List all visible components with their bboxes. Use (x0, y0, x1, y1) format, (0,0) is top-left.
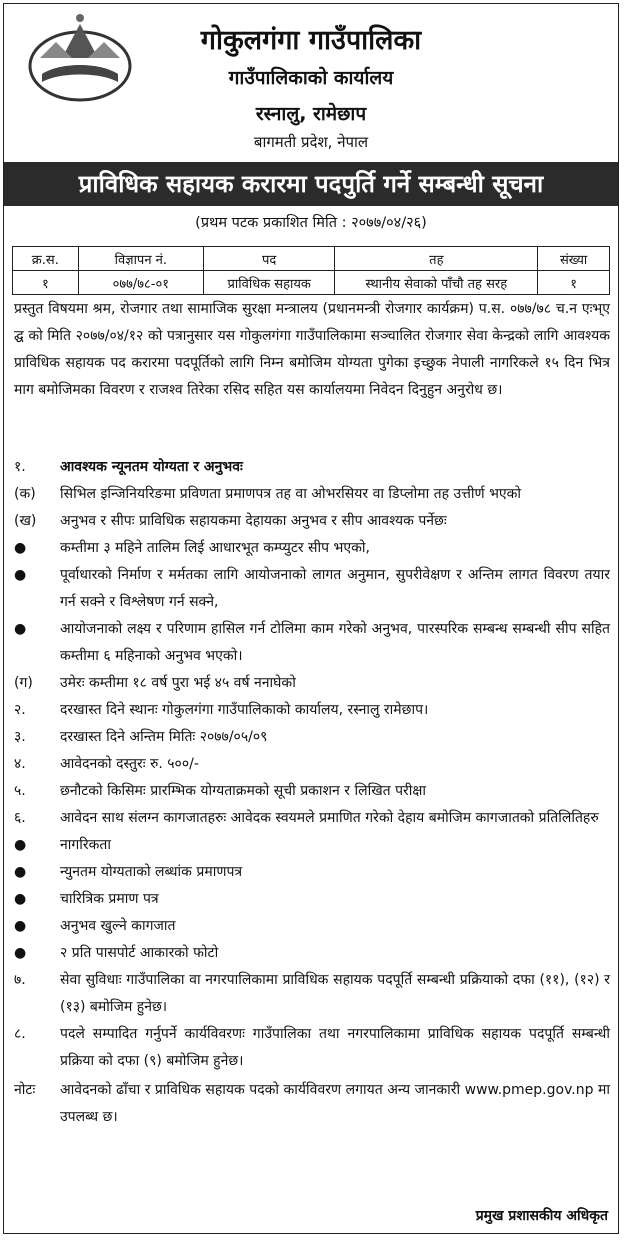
list-marker: ५. (14, 783, 26, 799)
cell-count: १ (538, 271, 610, 295)
list-item-text: न्युनतम योग्यताको लब्धांक प्रमाणपत्र (60, 864, 243, 880)
list-item (14, 886, 610, 913)
cell-post: प्राविधिक सहायक (204, 271, 335, 295)
col-header-serial: क्र.स. (13, 247, 79, 271)
list-item (14, 967, 610, 1021)
note-item (14, 1077, 610, 1131)
list-item (14, 616, 610, 670)
list-marker: २. (14, 702, 26, 718)
list-marker: नोटः (14, 1082, 36, 1098)
notice-title: प्राविधिक सहायक करारमा पदपुर्ति गर्ने सम्बन्धी सूचना (4, 162, 618, 206)
list-item-text: अनुभव खुल्ने कागजात (60, 918, 176, 934)
list-item-text: दरखास्त दिने अन्तिम मितिः २०७७/०५/०९ (60, 729, 268, 745)
office-name: गोकुलगंगा गाउँपालिका (200, 25, 422, 56)
list-marker: ● (14, 864, 27, 880)
list-item (14, 913, 610, 940)
list-marker: ● (14, 891, 27, 907)
col-header-level: तह (335, 247, 538, 271)
list-marker: ३. (14, 729, 26, 745)
list-marker: (ग) (14, 675, 33, 691)
list-item (14, 859, 610, 886)
intro-paragraph: प्रस्तुत विषयमा श्रम, रोजगार तथा सामाजिक सुरक्षा मन्त्रालय (प्रधानमन्त्री रोजगार कार्यक्रम) प.स. ०७७/७८ च.न एःभ्ए द्घ को मिति २०७७/०४/१२ को पत्रानुसार यस गोकुलगंगा गाउँपालिकामा सञ्चालित रोजगार सेवा केन्द्रको लागि आवश्यक प्राविधिक सहायक पद करारमा पदपूर्तिको लागि निम्न बमोजिम योग्यता पुगेका इच्छुक नेपाली नागरिकले १५ दिन भित्र माग बमोजिमका विवरण र राजश्व तिरेका रसिद सहित यस कार्यालयमा निवेदन दिनुहुन अनुरोध छ। (14, 301, 610, 398)
list-marker: ● (14, 567, 27, 583)
office-location: रस्नालु, रामेछाप (255, 103, 367, 125)
list-marker: ● (14, 621, 27, 637)
list-item (14, 1021, 610, 1075)
office-province: बागमती प्रदेश, नेपाल (253, 133, 369, 151)
list-item-text: अनुभव र सीपः प्राविधिक सहायकमा देहायका अनुभव र सीप आवश्यक पर्नेछः (60, 513, 447, 529)
list-marker: ● (14, 837, 27, 853)
list-item-text: २ प्रति पासपोर्ट आकारको फोटो (60, 945, 219, 961)
list-marker: ८. (14, 1026, 26, 1042)
list-item (14, 454, 610, 481)
list-marker: (क) (14, 486, 36, 502)
publication-date: (प्रथम पटक प्रकाशित मिति : २०७७/०४/२६) (195, 215, 427, 231)
letterhead (4, 4, 618, 151)
cell-serial: १ (13, 271, 79, 295)
list-item-text: पूर्वाधारको निर्माण र मर्मतका लागि आयोजनाको लागत अनुमान, सुपरीवेक्षण र अन्तिम लागत विवरण तयार गर्न सक्ने र विश्लेषण गर्न सक्ने, (60, 567, 610, 610)
list-marker: ४. (14, 756, 26, 772)
list-item (14, 508, 610, 535)
col-header-ad-number: विज्ञापन नं. (78, 247, 203, 271)
list-item (14, 670, 610, 697)
list-marker: ● (14, 540, 27, 556)
cell-level: स्थानीय सेवाको पाँचौ तह सरह (335, 271, 538, 295)
table-row (13, 271, 610, 295)
list-item (14, 535, 610, 562)
list-item (14, 778, 610, 805)
list-item-text: आवेदनको ढाँचा र प्राविधिक सहायक पदको कार्यविवरण लगायत अन्य जानकारी www.pmep.gov.np मा उपलब्ध छ। (60, 1082, 610, 1125)
list-item-text: आवेदनको दस्तुरः रु. ५००/- (60, 756, 199, 772)
list-item-text: छनौटको किसिमः प्रारम्भिक योग्यताक्रमको सूची प्रकाशन र लिखित परीक्षा (60, 783, 427, 799)
list-item-text: पदले सम्पादित गर्नुपर्ने कार्यविवरणः गाउँपालिका तथा नगरपालिकामा प्राविधिक सहायक पदपूर्ति सम्बन्धी प्रक्रिया को दफा (९) बमोजिम हुनेछ। (60, 1026, 610, 1069)
list-item-text: उमेरः कम्तीमा १८ वर्ष पुरा भई ४५ वर्ष ननाघेको (60, 675, 296, 691)
list-item (14, 940, 610, 967)
list-item-text: आयोजनाको लक्ष्य र परिणाम हासिल गर्न टोलिमा काम गरेको अनुभव, पारस्परिक सम्बन्ध सम्बन्धी सीप सहित कम्तीमा ६ महिनाको अनुभव भएको। (60, 621, 610, 664)
list-item-text: कम्तीमा ३ महिने तालिम लिई आधारभूत कम्प्युटर सीप भएको, (60, 540, 370, 556)
list-item-text: दरखास्त दिने स्थानः गोकुलगंगा गाउँपालिकाको कार्यालय, रस्नालु रामेछाप। (60, 702, 429, 718)
list-marker: (ख) (14, 513, 37, 529)
list-item-text: चारित्रिक प्रमाण पत्र (60, 891, 159, 907)
list-marker: ● (14, 918, 27, 934)
signature-title: प्रमुख प्रशासकीय अधिकृत (475, 1208, 608, 1224)
list-item (14, 562, 610, 616)
list-marker: ६. (14, 810, 26, 826)
list-item (14, 751, 610, 778)
list-item-text: आवेदन साथ संलग्न कागजातहरुः आवेदक स्वयमले प्रमाणित गरेको देहाय बमोजिम कागजातको प्रतिलितिहरु (60, 810, 599, 826)
list-item (14, 805, 610, 832)
list-item (14, 832, 610, 859)
list-item (14, 697, 610, 724)
list-item-text: नागरिकता (60, 837, 111, 853)
col-header-post: पद (204, 247, 335, 271)
office-subtitle: गाउँपालिकाको कार्यालय (228, 67, 394, 89)
table-header-row (13, 247, 610, 271)
requirements-list (14, 454, 610, 1131)
list-item (14, 724, 610, 751)
cell-ad-number: ०७७/७८-०१ (78, 271, 203, 295)
col-header-count: संख्या (538, 247, 610, 271)
list-item-text: सेवा सुविधाः गाउँपालिका वा नगरपालिकामा प्राविधिक सहायक पदपूर्ति सम्बन्धी प्रक्रियाको दफा (११), (१२) र (१३) बमोजिम हुनेछ। (60, 972, 610, 1015)
list-marker: ● (14, 945, 27, 961)
list-marker: १. (14, 459, 26, 475)
list-item-text: आवश्यक न्यूनतम योग्यता र अनुभवः (60, 459, 243, 475)
list-item (14, 481, 610, 508)
list-marker: ७. (14, 972, 26, 988)
list-item-text: सिभिल इन्जिनियरिङमा प्रविणता प्रमाणपत्र तह वा ओभरसियर वा डिप्लोमा तह उत्तीर्ण भएको (60, 486, 522, 502)
notice-page (3, 3, 619, 1234)
vacancy-table (12, 246, 610, 295)
